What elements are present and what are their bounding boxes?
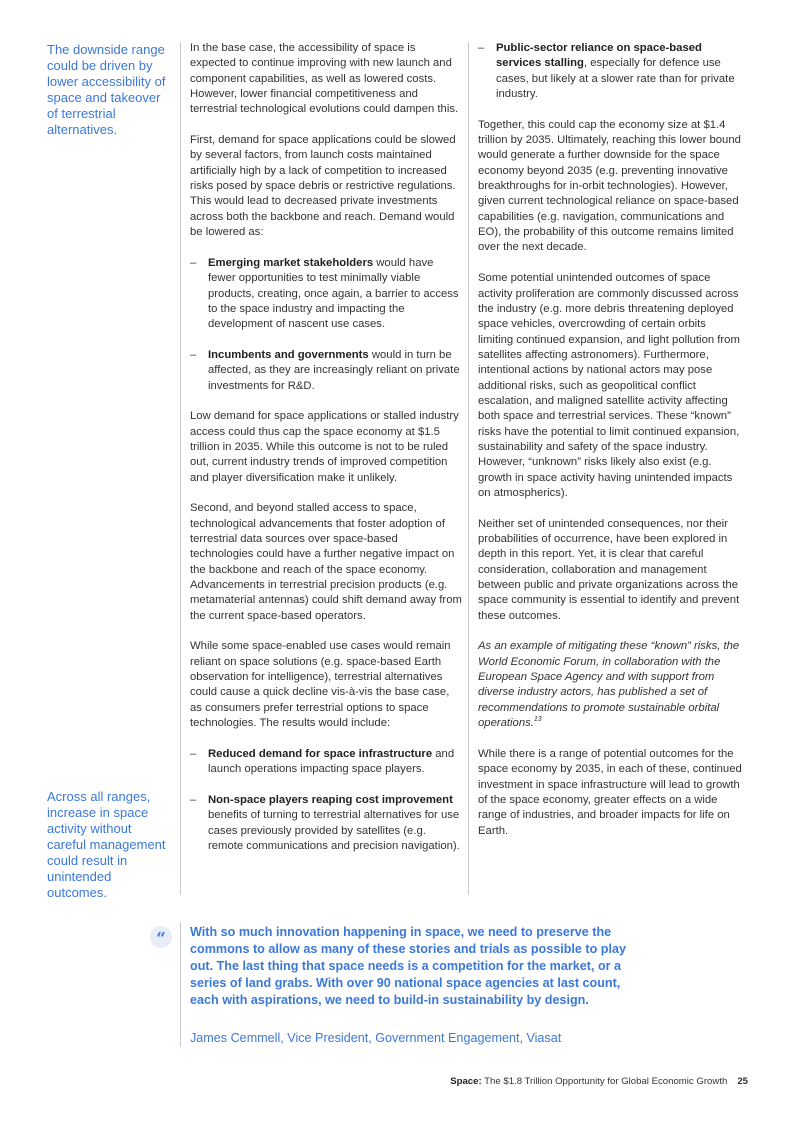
footer-title: The $1.8 Trillion Opportunity for Global Economic Growth bbox=[481, 1076, 728, 1087]
list-item bbox=[190, 747, 462, 778]
paragraph-italic bbox=[478, 639, 743, 731]
paragraph: While some space-enabled use cases would remain reliant on space solutions (e.g. space-based Earth observation for intelligence), terrestrial alternatives could cause a quick decline vis-à-vis the base case, as consumers prefer terrestrial options to space technologies. The results would include: bbox=[190, 640, 451, 730]
paragraph: Second, and beyond stalled access to space, technological advancements that foster adoption of terrestrial data sources over space-based technologies could have a further negative impact on the backbone and reach of the space economy. Advancements in terrestrial precision products (e.g. metamaterial antennas) could shift demand away from the current space-based operators. bbox=[190, 502, 462, 622]
list-item-text: , especially for defence use cases, but likely at a slower rate than for private industry. bbox=[496, 57, 735, 101]
pull-quote: With so much innovation happening in space, we need to preserve the commons to allow as many of these stories and trials as possible to play out. The last thing that space needs is a competition for the market, or a series of land grabs. With over 90 national space agencies at last count, each with aspirations, we need to build-in sustainability by design. bbox=[190, 925, 627, 1007]
right-column bbox=[478, 41, 743, 854]
list-item-text: would have fewer opportunities to test minimally viable products, creating, once again, a barrier to access to the space industry and impacting the development of nascent use cases. bbox=[208, 256, 459, 331]
paragraph: Neither set of unintended consequences, nor their probabilities of occurrence, have been explored in depth in this report. Yet, it is clear that careful consideration, collaboration and management between public and private organizations across the space community is essential to identify and prevent these outcomes. bbox=[478, 517, 740, 622]
paragraph: In the base case, the accessibility of space is expected to continue improving with new launch and component capabilities, as well as lowered costs. However, lower financial competitiveness and terrestrial technological evolutions could dampen this. bbox=[190, 42, 459, 116]
italic-text: As an example of mitigating these “known” risks, the World Economic Forum, in collaboration with the European Space Agency and with support from diverse industry actors, has published a set of recommendations to promote sustainable orbital operations. bbox=[478, 640, 740, 730]
footnote-marker: 13 bbox=[533, 716, 542, 724]
list-item-lead: Reduced demand for space infrastructure bbox=[208, 747, 433, 760]
paragraph: Together, this could cap the economy size at $1.4 trillion by 2035. Ultimately, reaching this lower bound would generate a further downside for the space economy beyond 2035 (e.g. preventing innovative breakthroughs for in-orbit technologies). However, given current technological reliance on space-based capabilities (e.g. navigation, communications and EO), the probability of this outcome remains limited over the next decade. bbox=[478, 118, 741, 254]
left-column bbox=[190, 41, 462, 854]
list-item-lead: Emerging market stakeholders bbox=[208, 256, 374, 269]
column-divider-left bbox=[180, 42, 181, 895]
page-footer bbox=[450, 1076, 748, 1087]
list-item-lead: Incumbents and governments bbox=[208, 348, 369, 361]
list-item-text: and launch operations impacting space players. bbox=[208, 747, 455, 776]
page-number: 25 bbox=[737, 1076, 748, 1087]
quote-divider bbox=[180, 922, 181, 1047]
quote-attribution: James Cemmell, Vice President, Government Engagement, Viasat bbox=[190, 1031, 562, 1045]
list-item-text: benefits of turning to terrestrial alternatives for use cases previously provided by satellites (e.g. remote communications and precision navigation). bbox=[208, 809, 460, 852]
paragraph: Low demand for space applications or stalled industry access could thus cap the space economy at $1.5 trillion in 2035. While this outcome is not to be ruled out, current industry trends of improved competition and player diversification make it unlikely. bbox=[190, 410, 459, 484]
list-item bbox=[190, 256, 462, 333]
list-item bbox=[190, 793, 462, 854]
list-item bbox=[478, 41, 743, 102]
footer-title-bold: Space: bbox=[450, 1076, 482, 1087]
paragraph: First, demand for space applications could be slowed by several factors, from launch costs maintained artificially high by a lack of competition to increased risks posed by space debris or restrictive regulations. This would lead to decreased private investments across both the backbone and reach. Demand would be lowered as: bbox=[190, 134, 456, 239]
list-item-text: would in turn be affected, as they are increasingly reliant on private investments for R&D. bbox=[208, 348, 460, 392]
paragraph: Some potential unintended outcomes of space activity proliferation are commonly discussed across the industry (e.g. more debris threatening deployed space vehicles, overcrowding of certain orbits limiting continued expansion, and light pollution from satellites affecting astronomers). Furthermore, intentional actions by national actors may pose additional risks, such as geopolitical conflict escalation, and maligned satellite activity affecting both space and terrestrial services. These “known” risks have the potential to limit continued expansion, sustainability and safety of the space industry. However, “unknown” risks likely also exist (e.g. growth in space activity having unintended impacts on atmospherics). bbox=[478, 272, 740, 499]
list-item-lead: Non-space players reaping cost improvement bbox=[208, 793, 453, 806]
quote-icon: “ bbox=[150, 926, 172, 948]
sidenote-downside-range: The downside range could be driven by lower accessibility of space and takeover of terrestrial alternatives. bbox=[47, 42, 166, 137]
list-item bbox=[190, 348, 462, 394]
column-divider-middle bbox=[468, 42, 469, 895]
sidenote-unintended-outcomes: Across all ranges, increase in space activity without careful management could result in unintended outcomes. bbox=[47, 789, 166, 900]
list-item-lead: Public-sector reliance on space-based services stalling bbox=[496, 42, 702, 70]
paragraph: While there is a range of potential outcomes for the space economy by 2035, in each of these, continued investment in space infrastructure will lead to growth of the space economy, greater effects on a wide range of industries, and broader impacts for life on Earth. bbox=[478, 747, 742, 837]
